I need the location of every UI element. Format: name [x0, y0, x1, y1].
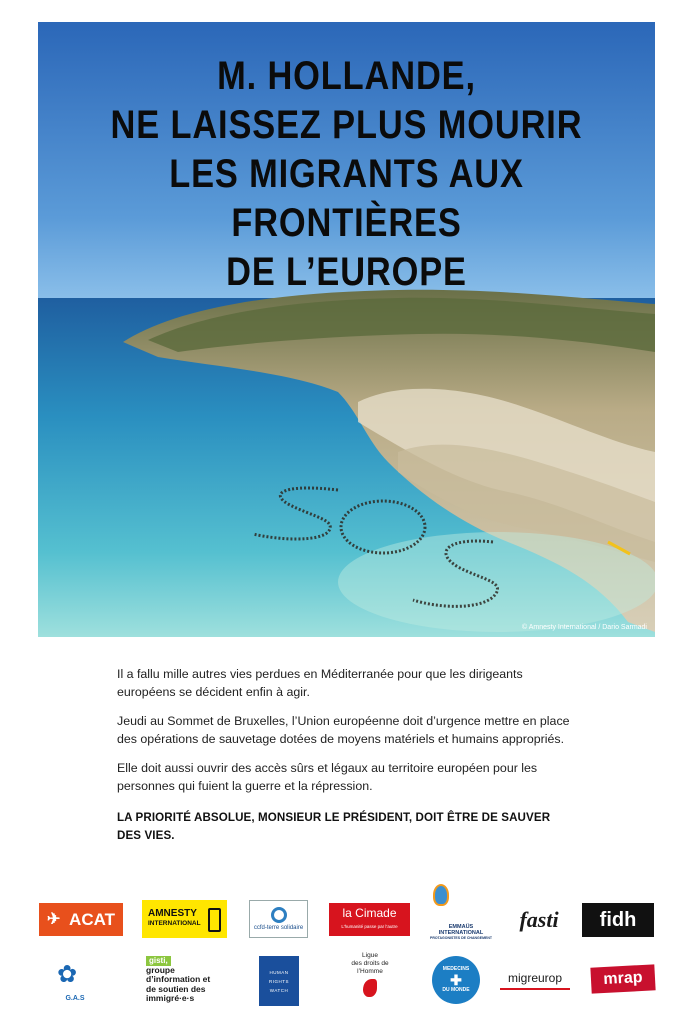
headline-line-1: M. HOLLANDE,: [217, 54, 476, 98]
mdm-logo: MEDECINS ✚ DU MONDE: [432, 956, 480, 1004]
ldh-profile-icon: [363, 979, 377, 997]
headline: [38, 52, 655, 297]
paragraph-2: Jeudi au Sommet de Bruxelles, l’Union européenne doit d’urgence mettre en place des opérations de sauvetage dotées de moyens matériels et humains appropriés.: [117, 714, 570, 746]
ldh-logo: Ligue des droits de l’Homme: [340, 952, 400, 1008]
closing-statement: LA PRIORITÉ ABSOLUE, MONSIEUR LE PRÉSIDENT, DOIT ÊTRE DE SAUVER DES VIES.: [117, 811, 551, 842]
fasti-logo: fasti: [519, 907, 559, 932]
body-text: [117, 665, 577, 856]
partner-logos: [0, 880, 693, 1020]
gisti-logo: gisti, groupe d’information et de soutien des immigré·e·s: [146, 956, 211, 1004]
acat-figure-icon: ✈: [47, 911, 61, 928]
acat-logo: ✈ ACAT: [39, 903, 123, 936]
headline-line-3: LES MIGRANTS AUX FRONTIÈRES: [169, 152, 524, 245]
cimade-logo: la Cimade L’humanité passe par l’autre: [329, 903, 410, 936]
hero-photo: [38, 22, 655, 637]
headline-line-4: DE L’EUROPE: [226, 250, 467, 294]
candle-icon: [208, 908, 221, 932]
gas-logo: ✿ G.A.S: [57, 960, 85, 1002]
emmaus-logo: EMMAÜS INTERNATIONAL PROTAGONISTES DE CHANGEMENT: [429, 884, 493, 940]
emmaus-hands-icon: [433, 884, 449, 906]
mrap-logo: mrap: [590, 964, 655, 993]
headline-line-2: NE LAISSEZ PLUS MOURIR: [110, 103, 583, 147]
paragraph-1: Il a fallu mille autres vies perdues en Méditerranée pour que les dirigeants européens se décident enfin à agir.: [117, 667, 523, 699]
amnesty-logo: AMNESTY INTERNATIONAL: [142, 900, 227, 938]
paragraph-3: Elle doit aussi ouvrir des accès sûrs et légaux au territoire européen pour les personnes qui fuient la guerre et la répression.: [117, 761, 538, 793]
hrw-logo: HUMAN RIGHTS WATCH: [259, 956, 299, 1006]
migreurop-logo: migreurop: [500, 968, 570, 990]
ccfd-globe-icon: [271, 907, 287, 923]
fidh-logo: fidh: [582, 903, 654, 937]
gas-emblem-icon: ✿: [57, 960, 78, 988]
ccfd-logo: ccfd-terre solidaire: [249, 900, 308, 938]
photo-credit: © Amnesty International / Dario Sarmadi: [522, 624, 647, 631]
mdm-cross-icon: ✚: [450, 972, 462, 988]
